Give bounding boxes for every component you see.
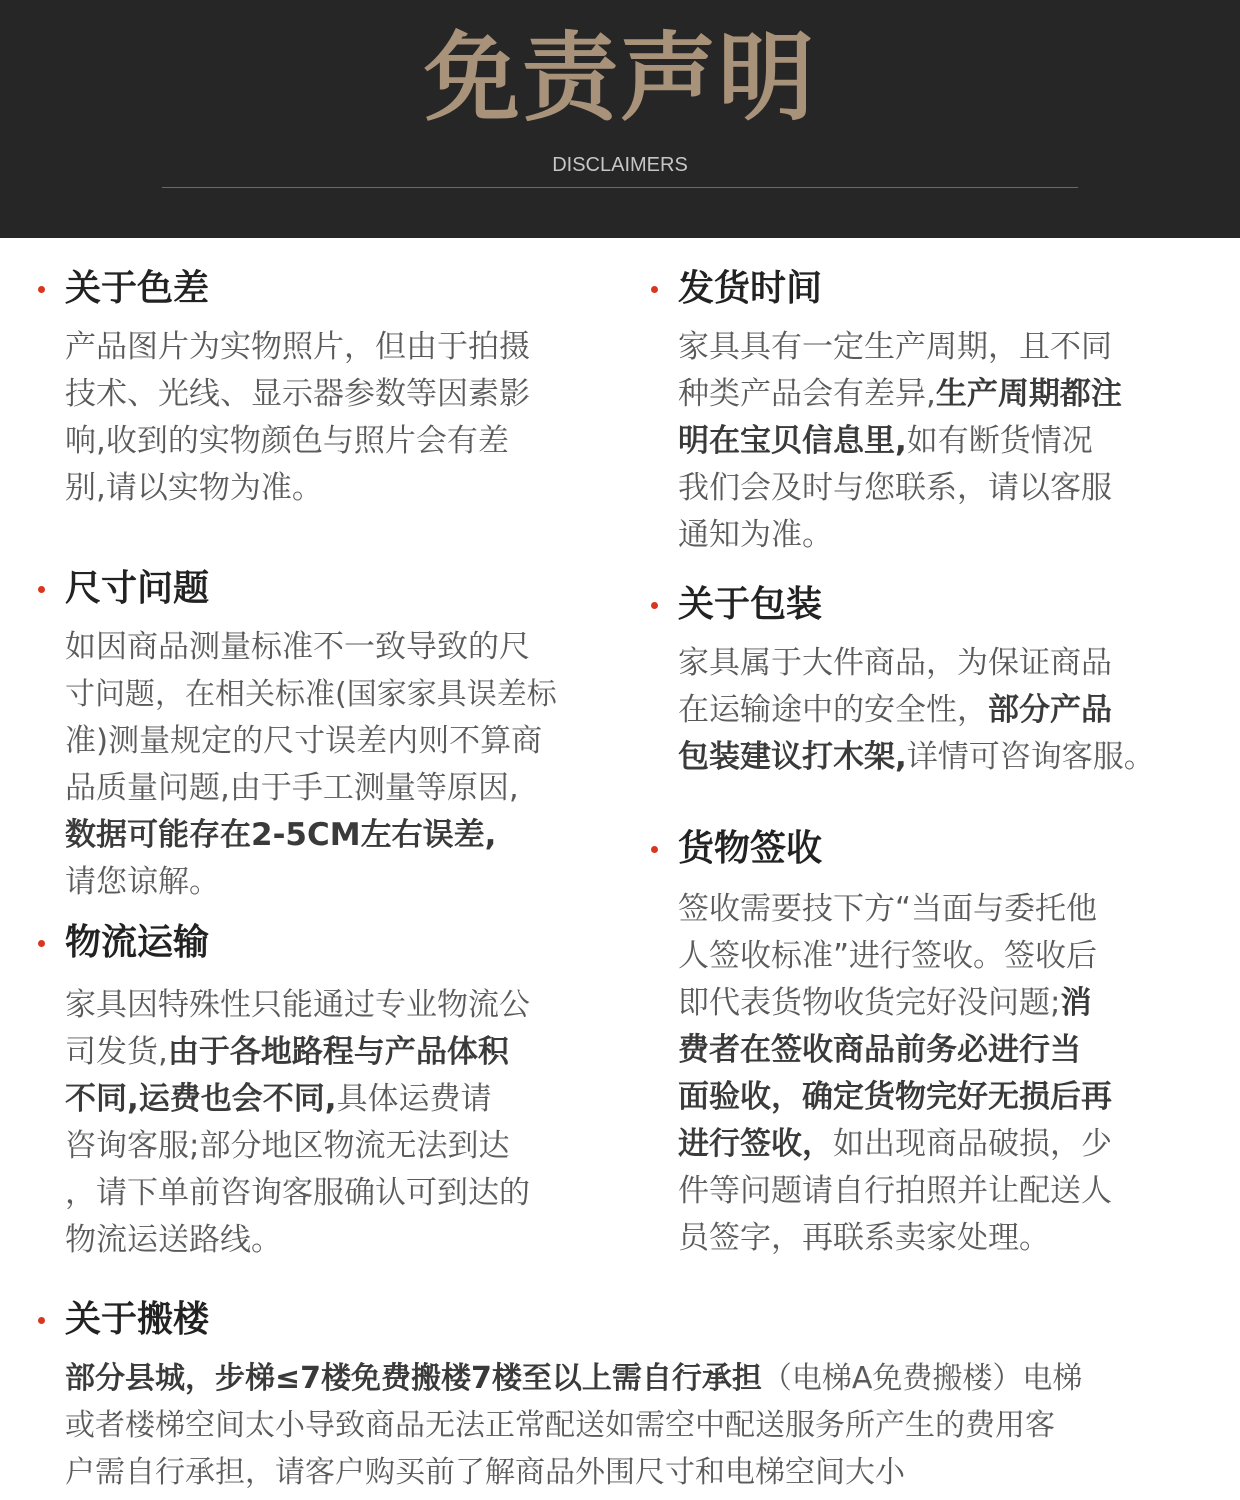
body-line: 家具因特殊性只能通过专业物流公 — [65, 987, 530, 1023]
section-heading: 关于搬楼 — [65, 1299, 210, 1340]
text-run: 详情可咨询客服。 — [906, 739, 1155, 775]
body-line — [678, 1121, 1112, 1168]
bold-text: 部分产品 — [988, 692, 1112, 728]
section-delivery-time — [651, 266, 1231, 566]
body-line — [65, 812, 557, 859]
section-stairs-moving — [38, 1297, 1228, 1497]
body-line: 家具具有一定生产周期，且不同 — [678, 329, 1112, 365]
section-heading: 物流运输 — [65, 922, 210, 963]
body-line: 签收需要技下方“当面与委托他 — [678, 891, 1098, 927]
section-body — [678, 886, 1112, 1262]
body-line: 人签收标准”进行签收。签收后 — [678, 938, 1098, 974]
bullet-dot — [651, 846, 658, 853]
bold-text: 消 — [1060, 985, 1092, 1021]
body-line — [65, 1029, 530, 1076]
section-body — [65, 324, 530, 512]
body-line — [65, 1355, 1082, 1402]
section-goods-receipt — [651, 826, 1231, 1276]
text-run: 种类产品会有差异, — [678, 376, 936, 412]
bullet-dot — [651, 602, 658, 609]
text-run: 具体运费请 — [336, 1081, 492, 1117]
section-heading: 关于色差 — [65, 268, 210, 309]
body-line — [678, 734, 1155, 781]
page-title: 免责声明 — [424, 22, 816, 134]
body-line: 物流运送路线。 — [65, 1222, 282, 1258]
bold-text: 费者在签收商品前务必进行当 — [678, 1032, 1081, 1068]
body-line — [678, 1074, 1112, 1121]
bullet-dot — [38, 940, 45, 947]
body-line: 寸问题，在相关标准(国家家具误差标 — [65, 677, 557, 712]
section-color-difference — [38, 266, 618, 516]
section-heading: 尺寸问题 — [65, 568, 210, 609]
page-subtitle: DISCLAIMERS — [552, 154, 688, 176]
text-run: （电梯A免费搬楼）电梯 — [761, 1361, 1083, 1396]
bold-text: 由于各地路程与产品体积 — [167, 1034, 509, 1070]
text-run: 如有断货情况 — [906, 423, 1093, 459]
bold-text: 包装建议打木架, — [678, 739, 907, 775]
body-line: 或者楼梯空间太小导致商品无法正常配送如需空中配送服务所产生的费用客 — [65, 1408, 1055, 1443]
body-line: 如因商品测量标准不一致导致的尺 — [65, 629, 530, 665]
bullet-dot — [38, 586, 45, 593]
bold-text: 部分县城，步梯≤7楼免费搬楼7楼至以上需自行承担 — [65, 1361, 762, 1396]
section-heading: 关于包装 — [678, 584, 823, 625]
bullet-dot — [651, 286, 658, 293]
body-line — [678, 980, 1112, 1027]
body-line: 请您谅解。 — [65, 864, 220, 900]
bold-text: 数据可能存在2-5CM左右误差, — [65, 817, 497, 853]
bold-text: 面验收，确定货物完好无损后再 — [678, 1079, 1112, 1115]
body-line: 准)测量规定的尺寸误差内则不算商 — [65, 723, 543, 759]
body-line: 家具属于大件商品，为保证商品 — [678, 645, 1112, 681]
section-heading: 发货时间 — [678, 268, 823, 309]
body-line: 技术、光线、显示器参数等因素影 — [65, 376, 530, 412]
header-divider — [162, 187, 1078, 188]
body-line: ，请下单前咨询客服确认可到达的 — [65, 1175, 530, 1211]
section-size-issue — [38, 566, 628, 906]
body-line — [678, 371, 1122, 418]
bold-text: 生产周期都注 — [935, 376, 1122, 412]
text-run: 即代表货物收货完好没问题; — [678, 985, 1061, 1021]
bullet-dot — [38, 286, 45, 293]
body-line — [678, 687, 1155, 734]
body-line — [678, 1027, 1112, 1074]
body-line: 件等问题请自行拍照并让配送人 — [678, 1173, 1112, 1209]
bold-text: 不同,运费也会不同, — [65, 1081, 337, 1117]
header-banner — [0, 0, 1240, 238]
section-logistics — [38, 920, 628, 1270]
bullet-dot — [38, 1317, 45, 1324]
body-line: 别,请以实物为准。 — [65, 470, 323, 506]
bold-text: 明在宝贝信息里, — [678, 423, 907, 459]
text-run: 如出现商品破损，少 — [833, 1126, 1112, 1162]
body-line — [65, 1076, 530, 1123]
section-body — [678, 324, 1122, 559]
body-line: 我们会及时与您联系，请以客服 — [678, 470, 1112, 506]
body-line: 品质量问题,由于手工测量等原因, — [65, 770, 519, 806]
body-line: 户需自行承担，请客户购买前了解商品外围尺寸和电梯空间大小 — [65, 1455, 905, 1490]
section-body — [678, 640, 1155, 781]
text-run: 在运输途中的安全性， — [678, 692, 988, 728]
bold-text: 进行签收， — [678, 1126, 833, 1162]
section-packaging — [651, 582, 1231, 782]
body-line: 咨询客服;部分地区物流无法到达 — [65, 1128, 510, 1164]
body-line: 员签字，再联系卖家处理。 — [678, 1220, 1050, 1256]
body-line: 产品图片为实物照片，但由于拍摄 — [65, 329, 530, 365]
section-body — [65, 1355, 1082, 1496]
body-line: 响,收到的实物颜色与照片会有差 — [65, 423, 509, 459]
section-heading: 货物签收 — [678, 828, 823, 869]
body-line: 通知为准。 — [678, 517, 833, 553]
section-body — [65, 982, 530, 1264]
section-body — [65, 624, 557, 906]
body-line — [678, 418, 1122, 465]
text-run: 司发货, — [65, 1034, 168, 1070]
